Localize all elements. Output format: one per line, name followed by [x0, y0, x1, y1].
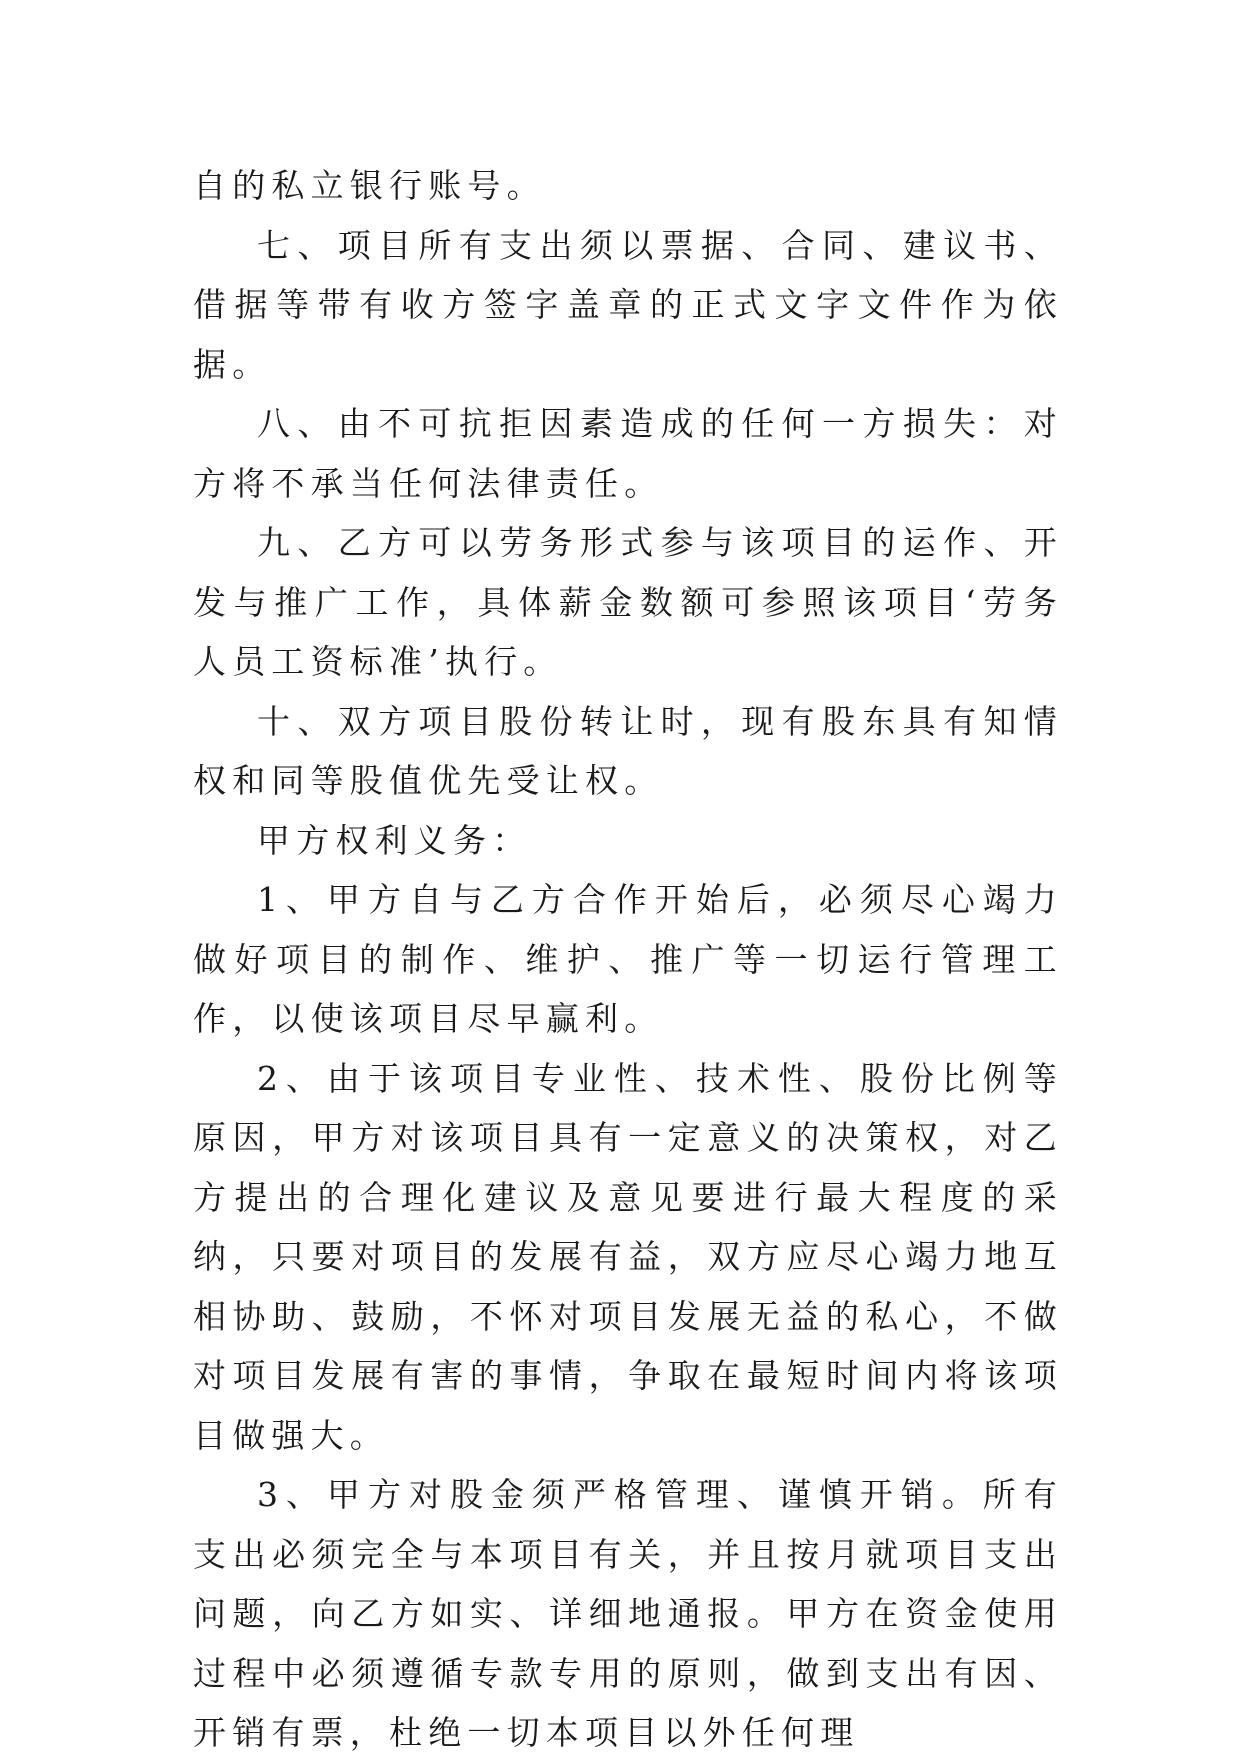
paragraph-party-a-item-2: 2、由于该项目专业性、技术性、股份比例等原因，甲方对该项目具有一定意义的决策权，对乙方提出的合理化建议及意见要进行最大程度的采纳，只要对项目的发展有益，双方应尽心竭力地互相协助、鼓励，不怀对项目发展无益的私心，不做对项目发展有害的事情，争取在最短时间内将该项目做强大。 [193, 1058, 1063, 1455]
paragraph-party-a-item-3: 3、甲方对股金须严格管理、谨慎开销。所有支出必须完全与本项目有关，并且按月就项目支出问题，向乙方如实、详细地通报。甲方在资金使用过程中必须遵循专款专用的原则，做到支出有因、开销有票，杜绝一切本项目以外任何理 [193, 1475, 1063, 1752]
paragraph-party-a-item-1: 1、甲方自与乙方合作开始后，必须尽心竭力做好项目的制作、维护、推广等一切运行管理工作，以使该项目尽早赢利。 [193, 880, 1063, 1038]
paragraph-clause-10: 十、双方项目股份转让时，现有股东具有知情权和同等股值优先受让权。 [193, 701, 1063, 800]
document-body [193, 156, 1063, 1763]
paragraph-continuation: 自的私立银行账号。 [193, 166, 546, 205]
section-heading-party-a: 甲方权利义务： [257, 820, 532, 860]
paragraph-clause-8: 八、由不可抗拒因素造成的任何一方损失：对方将不承当任何法律责任。 [193, 404, 1063, 503]
paragraph-clause-9: 九、乙方可以劳务形式参与该项目的运作、开发与推广工作，具体薪金数额可参照该项目‘劳务人员工资标准’执行。 [193, 523, 1063, 681]
paragraph-clause-7: 七、项目所有支出须以票据、合同、建议书、借据等带有收方签字盖章的正式文字文件作为依据。 [193, 225, 1063, 384]
